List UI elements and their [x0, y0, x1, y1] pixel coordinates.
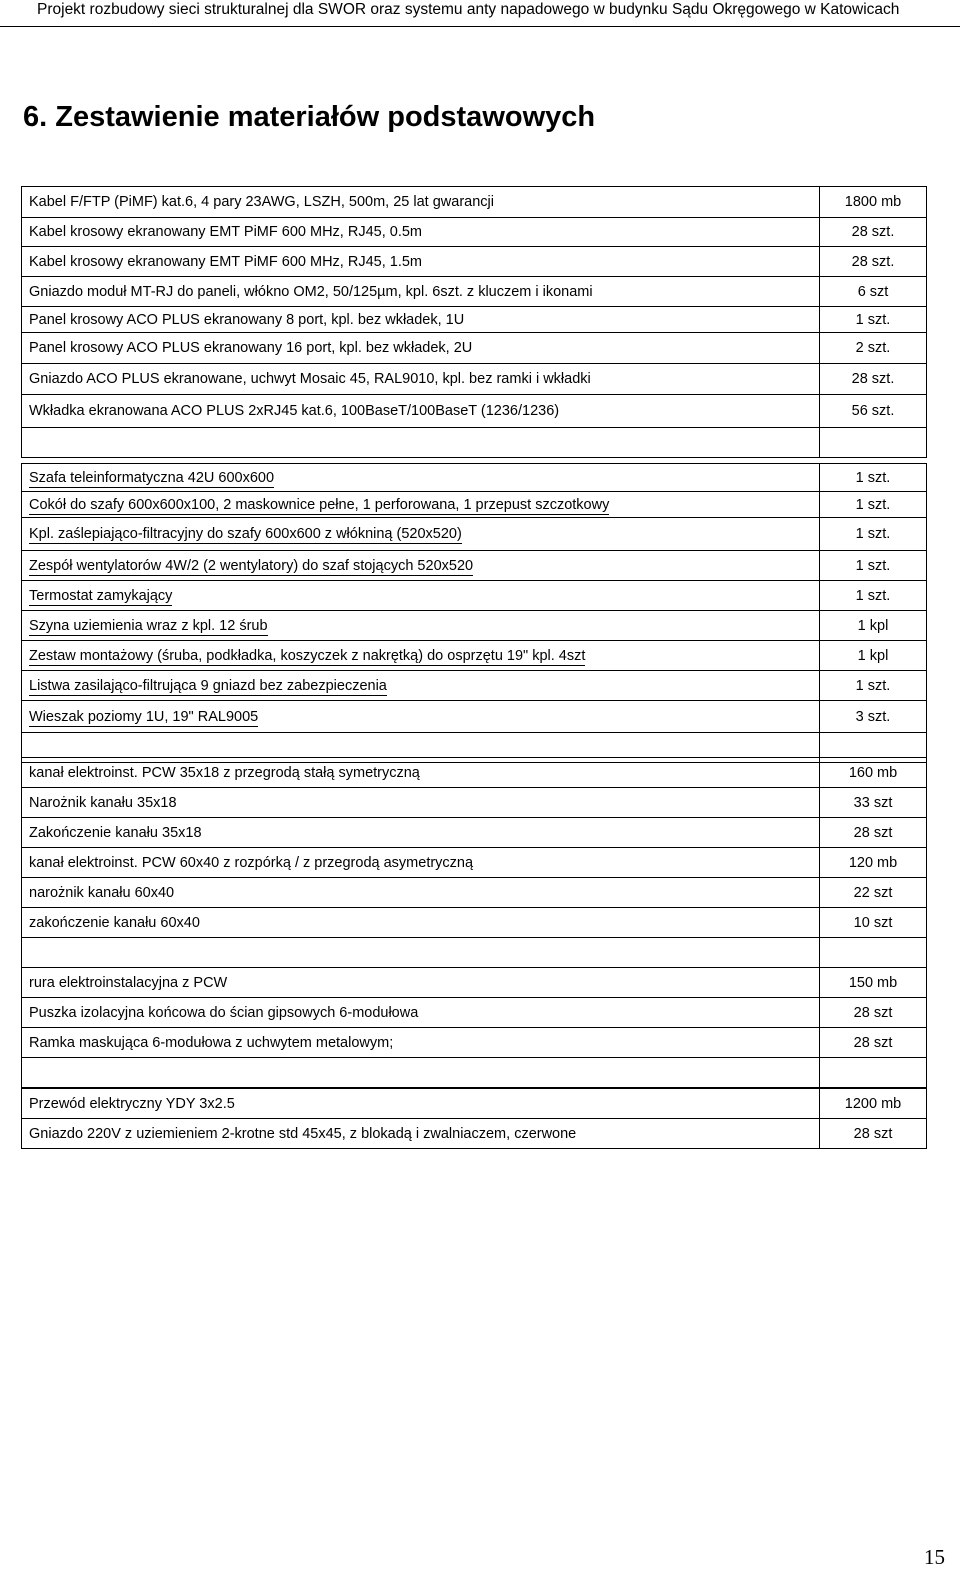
item-quantity: 1 szt. — [820, 581, 927, 611]
item-description: Puszka izolacyjna końcowa do ścian gipsowych 6-modułowa — [22, 998, 820, 1028]
table-row — [22, 187, 927, 218]
item-description — [22, 551, 820, 581]
item-description-text: Termostat zamykający — [29, 587, 173, 604]
table-body — [22, 968, 927, 1088]
item-quantity: 28 szt. — [820, 218, 927, 247]
item-quantity: 56 szt. — [820, 395, 927, 428]
item-description — [22, 581, 820, 611]
item-description: Gniazdo 220V z uziemieniem 2-krotne std 45x45, z blokadą i zwalniaczem, czerwone — [22, 1119, 820, 1149]
table-body — [22, 758, 927, 968]
item-description: kanał elektroinst. PCW 35x18 z przegrodą stałą symetryczną — [22, 758, 820, 788]
table-body — [22, 464, 927, 763]
item-quantity: 1 szt. — [820, 307, 927, 333]
item-description: Wkładka ekranowana ACO PLUS 2xRJ45 kat.6, 100BaseT/100BaseT (1236/1236) — [22, 395, 820, 428]
page-number: 15 — [924, 1545, 945, 1569]
item-description: kanał elektroinst. PCW 60x40 z rozpórką / z przegrodą asymetryczną — [22, 848, 820, 878]
table-row — [22, 788, 927, 818]
item-description: Narożnik kanału 35x18 — [22, 788, 820, 818]
table-row — [22, 1028, 927, 1058]
spacer-cell — [820, 1058, 927, 1088]
item-description-text: Cokół do szafy 600x600x100, 2 maskownice pełne, 1 perforowana, 1 przepust szczotkowy — [29, 496, 610, 513]
spacer-row — [22, 938, 927, 968]
item-description-text: Kpl. zaślepiająco-filtracyjny do szafy 600x600 z włókniną (520x520) — [29, 526, 462, 542]
item-quantity: 33 szt — [820, 788, 927, 818]
table-row — [22, 464, 927, 492]
item-quantity: 6 szt — [820, 277, 927, 307]
table-row — [22, 1089, 927, 1119]
item-quantity: 28 szt. — [820, 364, 927, 395]
spacer-row — [22, 428, 927, 458]
item-quantity: 28 szt. — [820, 247, 927, 277]
item-quantity: 2 szt. — [820, 333, 927, 364]
table-row — [22, 492, 927, 518]
table-row — [22, 878, 927, 908]
item-description: Panel krosowy ACO PLUS ekranowany 8 port, kpl. bez wkładek, 1U — [22, 307, 820, 333]
item-quantity: 28 szt — [820, 998, 927, 1028]
item-description — [22, 518, 820, 551]
materials-table-cabling — [21, 186, 927, 458]
table-row — [22, 218, 927, 247]
table-row — [22, 968, 927, 998]
item-description-text: Zespół wentylatorów 4W/2 (2 wentylatory) do szaf stojących 520x520 — [29, 557, 474, 574]
item-quantity: 1 szt. — [820, 464, 927, 492]
table-row — [22, 277, 927, 307]
item-quantity: 160 mb — [820, 758, 927, 788]
item-quantity: 1800 mb — [820, 187, 927, 218]
item-description: Ramka maskująca 6-modułowa z uchwytem metalowym; — [22, 1028, 820, 1058]
item-description — [22, 671, 820, 701]
item-quantity: 10 szt — [820, 908, 927, 938]
item-description — [22, 611, 820, 641]
table-row — [22, 848, 927, 878]
item-description-text: Wieszak poziomy 1U, 19" RAL9005 — [29, 708, 259, 725]
table-body — [22, 1089, 927, 1149]
item-quantity: 120 mb — [820, 848, 927, 878]
item-quantity: 1 kpl — [820, 641, 927, 671]
table-row — [22, 611, 927, 641]
table-row — [22, 1119, 927, 1149]
item-description: rura elektroinstalacyjna z PCW — [22, 968, 820, 998]
spacer-cell — [820, 428, 927, 458]
table-row — [22, 518, 927, 551]
table-row — [22, 701, 927, 733]
item-quantity: 150 mb — [820, 968, 927, 998]
table-row — [22, 818, 927, 848]
header-text: Projekt rozbudowy sieci strukturalnej dla SWOR oraz systemu anty napadowego w budynku Sądu Okręgowego w Katowicach — [37, 1, 900, 18]
item-quantity: 28 szt — [820, 1028, 927, 1058]
item-description: narożnik kanału 60x40 — [22, 878, 820, 908]
item-description: Panel krosowy ACO PLUS ekranowany 16 port, kpl. bez wkładek, 2U — [22, 333, 820, 364]
table-row — [22, 581, 927, 611]
item-description-text: Zestaw montażowy (śruba, podkładka, koszyczek z nakrętką) do osprzętu 19" kpl. 4szt — [29, 647, 586, 664]
header-rule — [0, 26, 960, 27]
item-description: Zakończenie kanału 35x18 — [22, 818, 820, 848]
item-quantity: 22 szt — [820, 878, 927, 908]
table-row — [22, 395, 927, 428]
item-quantity: 1200 mb — [820, 1089, 927, 1119]
item-description: zakończenie kanału 60x40 — [22, 908, 820, 938]
item-quantity: 1 kpl — [820, 611, 927, 641]
item-description-text: Listwa zasilająco-filtrująca 9 gniazd bez zabezpieczenia — [29, 677, 387, 694]
item-description — [22, 492, 820, 518]
item-quantity: 1 szt. — [820, 551, 927, 581]
item-description: Przewód elektryczny YDY 3x2.5 — [22, 1089, 820, 1119]
item-description — [22, 464, 820, 492]
table-row — [22, 908, 927, 938]
item-description: Gniazdo moduł MT-RJ do paneli, włókno OM2, 50/125µm, kpl. 6szt. z kluczem i ikonami — [22, 277, 820, 307]
item-quantity: 28 szt — [820, 818, 927, 848]
table-row — [22, 364, 927, 395]
table-row — [22, 641, 927, 671]
materials-table-electrical — [21, 1088, 927, 1149]
table-row — [22, 307, 927, 333]
item-quantity: 1 szt. — [820, 518, 927, 551]
table-row — [22, 551, 927, 581]
item-description: Kabel krosowy ekranowany EMT PiMF 600 MHz, RJ45, 0.5m — [22, 218, 820, 247]
spacer-cell — [22, 428, 820, 458]
table-row — [22, 998, 927, 1028]
item-description-text: Szyna uziemienia wraz z kpl. 12 śrub — [29, 617, 268, 634]
item-quantity: 1 szt. — [820, 671, 927, 701]
item-description: Kabel F/FTP (PiMF) kat.6, 4 pary 23AWG, LSZH, 500m, 25 lat gwarancji — [22, 187, 820, 218]
section-title: 6. Zestawienie materiałów podstawowych — [23, 101, 596, 133]
spacer-row — [22, 1058, 927, 1088]
table-row — [22, 671, 927, 701]
spacer-cell — [820, 938, 927, 968]
item-description-text: Szafa teleinformatyczna 42U 600x600 — [29, 469, 275, 486]
materials-table-trunking — [21, 757, 927, 968]
spacer-cell — [22, 1058, 820, 1088]
materials-table-rack — [21, 463, 927, 763]
item-quantity: 1 szt. — [820, 492, 927, 518]
materials-table-conduit — [21, 967, 927, 1088]
spacer-cell — [22, 938, 820, 968]
table-row — [22, 758, 927, 788]
item-description — [22, 701, 820, 733]
item-description: Kabel krosowy ekranowany EMT PiMF 600 MHz, RJ45, 1.5m — [22, 247, 820, 277]
item-quantity: 3 szt. — [820, 701, 927, 733]
item-quantity: 28 szt — [820, 1119, 927, 1149]
item-description: Gniazdo ACO PLUS ekranowane, uchwyt Mosaic 45, RAL9010, kpl. bez ramki i wkładki — [22, 364, 820, 395]
table-body — [22, 187, 927, 458]
table-row — [22, 333, 927, 364]
item-description — [22, 641, 820, 671]
page-header — [0, 0, 960, 34]
table-row — [22, 247, 927, 277]
